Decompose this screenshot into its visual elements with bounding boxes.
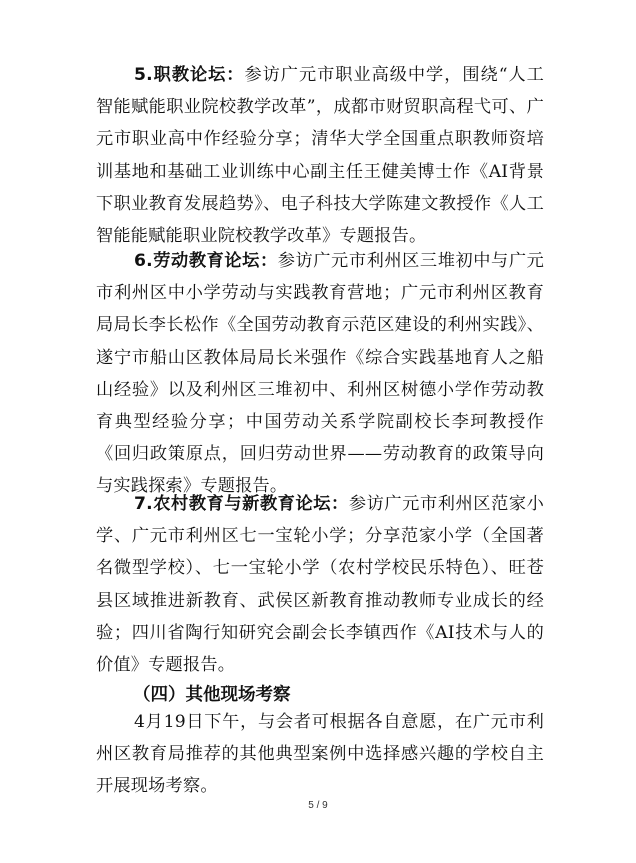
paragraph-lead: 5.职教论坛： xyxy=(134,65,245,85)
section-heading: （四）其他现场考察 xyxy=(133,685,291,705)
paragraph-text: 参访广元市职业高级中学，围绕“人工智能赋能职业院校教学改革”，成都市财贸职高程弋可、广元市职业高中作经验分享；清华大学全国重点职教师资培训基地和基础工业训练中心副主任王健美博士作《AI背景下职业教育发展趋势》、电子科技大学陈建文教授作《人工智能能赋能职业院校教学改革》专题报告。 xyxy=(96,65,544,247)
paragraph-text: 参访广元市利州区范家小学、广元市利州区七一宝轮小学；分享范家小学（全国著名微型学校）、七一宝轮小学（农村学校民乐特色）、旺苍县区域推进新教育、武侯区新教育推动教师专业成长的经验；四川省陶行知研究会副会长李镇西作《AI技术与人的价值》专题报告。 xyxy=(96,494,545,676)
paragraph-lead: 7.农村教育与新教育论坛： xyxy=(134,494,349,514)
paragraph-labor-education-forum xyxy=(96,245,544,503)
paragraph-lead: 6.劳动教育论坛： xyxy=(134,251,278,271)
paragraph-text: 参访广元市利州区三堆初中与广元市利州区中小学劳动与实践教育营地；广元市利州区教育局局长李长松作《全国劳动教育示范区建设的利州实践》、遂宁市船山区教体局局长米强作《综合实践基地育人之船山经验》以及利州区三堆初中、利州区树德小学作劳动教育典型经验分享；中国劳动关系学院副校长李珂教授作《回归政策原点，回归劳动世界——劳动教育的政策导向与实践探索》专题报告。 xyxy=(96,251,544,497)
paragraph-vocational-forum xyxy=(96,59,544,252)
page-number: 5 / 9 xyxy=(308,800,328,811)
paragraph-other-site-visits: 4月19日下午，与会者可根据各自意愿，在广元市利州区教育局推荐的其他典型案例中选择感兴趣的学校自主开展现场考察。 xyxy=(96,712,544,797)
paragraph-rural-education-forum xyxy=(96,488,544,681)
